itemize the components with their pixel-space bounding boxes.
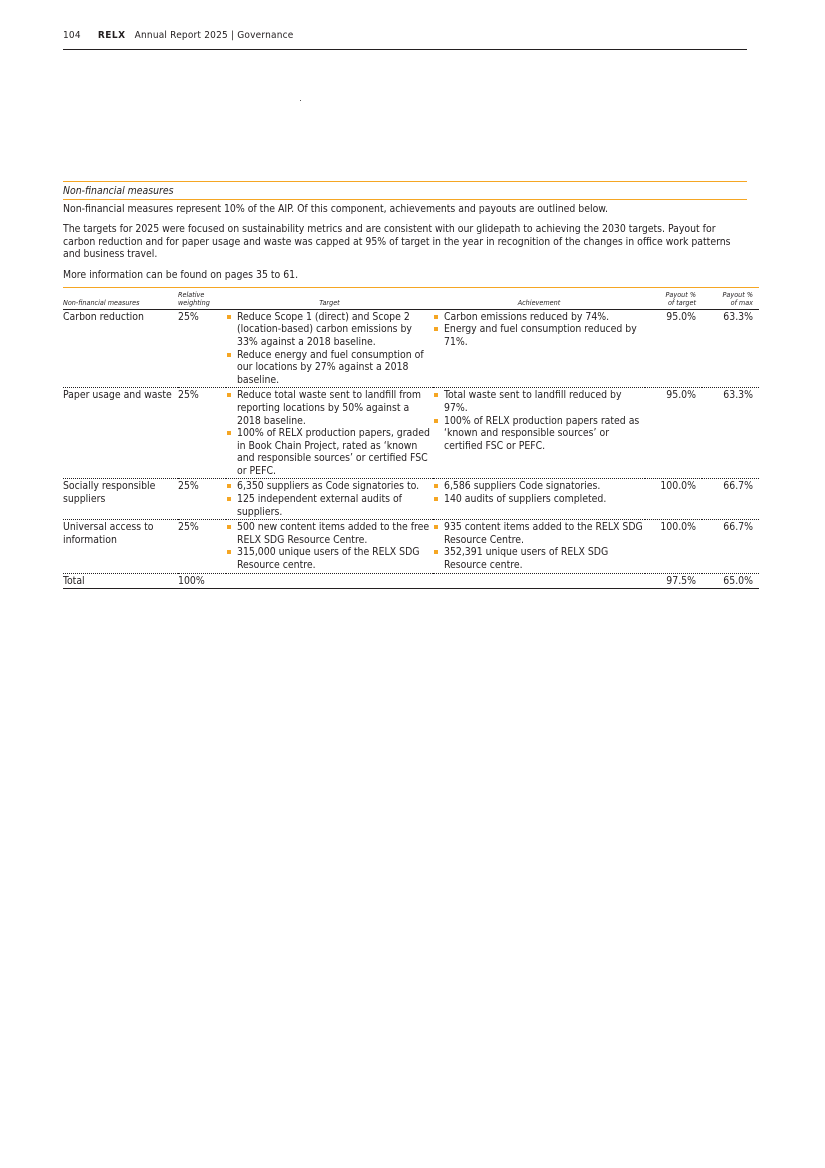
header-target: Target — [226, 287, 433, 309]
measure-cell: Socially responsible suppliers — [63, 479, 178, 520]
measure-cell: Universal access to information — [63, 520, 178, 573]
non-financial-section — [63, 181, 753, 589]
payout-max-cell: 66.7% — [702, 479, 759, 520]
target-cell — [226, 309, 433, 388]
achievement-item: Carbon emissions reduced by 74%. — [433, 311, 645, 324]
header-weighting: Relative weighting — [178, 287, 226, 309]
target-item: 315,000 unique users of the RELX SDG Resource centre. — [226, 546, 431, 571]
target-item: 6,350 suppliers as Code signatories to. — [226, 480, 431, 493]
achievement-item: 100% of RELX production papers rated as ‘known and responsible sources’ or certified FSC or PEFC. — [433, 415, 645, 453]
payout-target-cell: 100.0% — [645, 479, 702, 520]
table-row — [63, 388, 759, 479]
target-item: 500 new content items added to the free RELX SDG Resource Centre. — [226, 521, 431, 546]
target-item: 100% of RELX production papers, graded in Book Chain Project, rated as ‘known and responsible sources’ or certified FSC or PEFC. — [226, 427, 431, 477]
targets-paragraph: The targets for 2025 were focused on sustainability metrics and are consistent with our glidepath to achieving the 2030 targets. Payout for carbon reduction and for paper usage and waste was capped at 95% of target in the year in recognition of the changes in office work patterns and business travel. — [63, 223, 731, 261]
weighting-cell: 25% — [178, 388, 226, 479]
achievement-item: Energy and fuel consumption reduced by 71%. — [433, 323, 645, 348]
header-payout-max: Payout % of max — [702, 287, 759, 309]
achievement-item: 352,391 unique users of RELX SDG Resource centre. — [433, 546, 645, 571]
achievement-item: Total waste sent to landfill reduced by 97%. — [433, 389, 645, 414]
weighting-cell: 25% — [178, 309, 226, 388]
header-achievement: Achievement — [433, 287, 645, 309]
achievement-cell — [433, 479, 645, 520]
payout-max-cell: 63.3% — [702, 309, 759, 388]
header-divider — [63, 49, 747, 50]
intro-paragraph: Non-financial measures represent 10% of the AIP. Of this component, achievements and payouts are outlined below. — [63, 202, 608, 215]
section-title: Non-financial measures — [63, 181, 747, 200]
achievement-cell — [433, 520, 645, 573]
payout-target-cell: 95.0% — [645, 309, 702, 388]
achievement-item: 6,586 suppliers Code signatories. — [433, 480, 645, 493]
achievement-item: 935 content items added to the RELX SDG Resource Centre. — [433, 521, 645, 546]
page-header — [63, 30, 747, 41]
total-payout-target: 97.5% — [645, 573, 702, 589]
payout-max-cell: 63.3% — [702, 388, 759, 479]
payout-target-cell: 95.0% — [645, 388, 702, 479]
total-label: Total — [63, 573, 178, 589]
achievement-cell — [433, 388, 645, 479]
measure-cell: Paper usage and waste — [63, 388, 178, 479]
header-measure: Non-financial measures — [63, 287, 178, 309]
achievement-item: 140 audits of suppliers completed. — [433, 493, 645, 506]
report-title: Annual Report 2025 | Governance — [134, 30, 294, 41]
page-number: 104 — [63, 30, 81, 41]
total-target-empty — [226, 573, 433, 589]
achievement-cell — [433, 309, 645, 388]
table-row — [63, 309, 759, 388]
target-item: Reduce Scope 1 (direct) and Scope 2 (location-based) carbon emissions by 33% against a 2018 baseline. — [226, 311, 431, 349]
table-row — [63, 479, 759, 520]
total-weighting: 100% — [178, 573, 226, 589]
target-item: Reduce energy and fuel consumption of our locations by 27% against a 2018 baseline. — [226, 349, 431, 387]
total-payout-max: 65.0% — [702, 573, 759, 589]
payout-max-cell: 66.7% — [702, 520, 759, 573]
header-payout-target: Payout % of target — [645, 287, 702, 309]
weighting-cell: 25% — [178, 520, 226, 573]
target-cell — [226, 479, 433, 520]
target-cell — [226, 388, 433, 479]
stray-dot — [300, 100, 301, 101]
table-row — [63, 520, 759, 573]
brand-name: RELX — [97, 30, 126, 41]
total-achievement-empty — [433, 573, 645, 589]
payout-target-cell: 100.0% — [645, 520, 702, 573]
target-cell — [226, 520, 433, 573]
table-header-row — [63, 287, 759, 309]
more-info-paragraph: More information can be found on pages 35 to 61. — [63, 268, 299, 281]
total-row — [63, 573, 759, 589]
measure-cell: Carbon reduction — [63, 309, 178, 388]
measures-table — [63, 287, 759, 590]
weighting-cell: 25% — [178, 479, 226, 520]
target-item: Reduce total waste sent to landfill from reporting locations by 50% against a 2018 baseline. — [226, 389, 431, 427]
target-item: 125 independent external audits of suppliers. — [226, 493, 431, 518]
